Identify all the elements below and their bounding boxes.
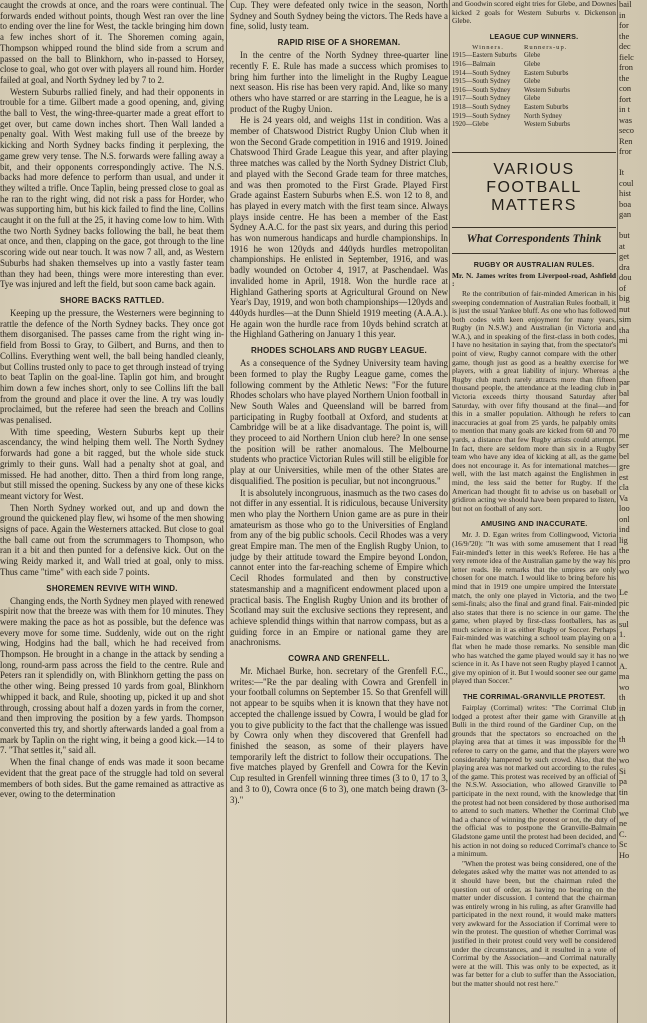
cut-line: at [619,241,626,251]
league-cup-table [452,44,616,130]
cut-line: onl [619,514,630,524]
table-row: 1916—South Sydney Western Suburbs [452,86,571,94]
paragraph: and Goodwin scored eight tries for Glebe, and Downes kicked 2 goals for Western Suburbs v. Dickenson Glebe. [452,0,616,26]
cut-line: Si [619,766,626,776]
cut-line: lig [619,535,628,545]
banner-subtitle: What Correspondents Think [452,227,616,245]
cut-line: was [619,115,633,125]
cut-line: Le [619,588,628,597]
cut-line: sul [619,619,629,629]
table-row: 1919—South Sydney North Sydney [452,112,562,120]
paragraph: With time speeding, Western Suburbs kept up their ascendancy, the wind helping them well. The North Sydney forwards had gone a bit ragged, but the whole side stuck grimly to their guns. Wall had a penalty shot at goal, and missed. He had another, ditto. Then a third from long range, but still missed the opening. Suckess by any one of these kicks meant victory for West. [0,426,224,501]
column-rule [449,0,450,1023]
cut-line: 1. [619,630,626,639]
paragraph: Fairplay (Corrimal) writes: "The Corrimal Club lodged a protest after their game with Granville at Bulli in the third round of the Gardiner Cup, on the grounds that the spectators so encroached on the playing area that at times it was impossible for the referee to carry on the game, and that the players were considerably hampered by such crowd. Also, that the playing area was not marked out according to the rules of the game. This protest was received by an official of the N.S.W. Association, who allowed Granville to participate in the next round, with the knowledge that the protest had not been considered by those authorised to attend to such matters. Whether the Corrimal Club had a chance of winning the protest or not, the duty of the official was to postpone the Granville-Balmain Gladstone game until the protest had been decided, and his action in not doing so reduced Corrimal's chance to a minimum. [452,703,616,859]
paragraph: In the centre of the North Sydney three-quarter line recently F. E. Rule has made a success which promises to bring him further into the limelight in the Rugby League next season. His rise has been very rapid. And, like so many others who have starred or are starring in the League, he is a product of the Rugby Union. [230,50,448,114]
cut-line: tha [619,325,630,335]
cut-line: in t [619,105,630,114]
cut-line: in [619,703,626,713]
cut-line: boa [619,199,632,209]
cut-line: wo [619,756,630,765]
cut-line: but [619,231,630,240]
cut-line: Sc [619,840,628,849]
cut-line: seco [619,126,634,135]
subheading: AMUSING AND INACCURATE. [480,519,588,529]
cut-line [619,221,647,232]
banner-title: VARIOUS FOOTBALL MATTERS [486,160,582,214]
cut-line: coul [619,178,634,188]
cut-line [619,347,647,358]
cut-line: fron [619,63,633,72]
column-3 [452,0,616,1023]
paragraph: As a consequence of the Sydney University team having been formed to play the Rugby League game, comes the following comment by the Athletic News: "For the future Rhodes scholars who have played Northern Union football in New South Wales and Queensland will be barred from participating in Rugby football at Oxford, and students at Cambridge will be at a like disadvantage. The point is, will they proceed to aid Northern Union club here? In one sense the position will be rather anomalous. The Melbourne students who practice Victorian Rules will still be eligible for play at our Universities, while men of the other States are disqualified. The position is peculiar, but not incongruous." [230,358,448,486]
cut-line: A. [619,661,628,671]
column-rule [226,0,227,1023]
cut-line: gan [619,210,632,219]
paragraph: Keeping up the pressure, the Westerners were beginning to rattle the defence of the North Sydney backs. They once got them disorganised. The passes came from the right wing in-field from Bossi to Gray, to Gilbert, and Burns, and then to Collins. Everything went well, the ball being handled cleanly, but Collins trusted only to pace to get through instead of trying to beat Taplin on the goal-line. Taplin got him, and brought him down a few inches short, only to see Collins lift the ball from the ground and place it over the line. A try was loudly proclaimed, but the referee had seen the breach and Collins was penalised. [0,307,224,426]
paragraph: Re the contribution of fair-minded American in his sweeping condemnation of Australian Rules football, it is just the usual Yankee bluff. As one who has followed both codes with keen enjoyment for many years, Rugby (in N.S.W.) and Australian (in Victoria and W.A.), and in speaking of the first-class in both codes, I have no hesitation in saying that, from the spectator's point of view, Rugby cannot compare with the other game, though just as good as a healthy exercise for players, with a great liability of injury. Whereas a Rugby club match rarely attracts more than fifteen thousand people, the attendance at the leading club in Victoria exceeds thirty thousand Saturday after Saturday, with over fifty thousand at the final—and this in a smaller population. Although he refers to inaccuracies at goal from 25 yards, he palpably omits to mention that many goals are kicked from 60 and 70 yards, a distance that few Rugby artists could attempt. In fact, there are seldom more than six in a Rugby team who have any idea of kicking at all, as the game does not encourage it. As for international matches—well, with the last match against the Englishmen in mind, the less said the better for Rugby. If the American had thought fit to advise us on baseball or gridiron acting we should have been prepared to listen, but not on football of any sort. [452,288,616,513]
cut-line: the [619,73,630,83]
cut-line: wo [619,567,630,576]
cut-line: we [619,357,629,366]
cut-line: ser [619,441,629,450]
subheading: SHORE BACKS RATTLED. [59,295,165,305]
table-row: 1916—Balmain Glebe [452,60,541,68]
cut-line: we [619,808,629,818]
paragraph: Western Suburbs rallied finely, and had their opponents in trouble for a time. Gilbert made a good opening, and, giving the ball to Vest, the wing-three-quarter made a great effort to get over, but came down inches short. Then Wall landed a penalty goal. With West making full use of the breeze by kicking and North Sydney backs finding it perplexing, the game grew very tense. The N.S. forwards were falling away a bit, and their opponents correspondingly active. The N.S. backs had more defence to perform than usual, and under it they wilted a trifle. Once Taplin, being pressed close to goal as he ran to the right wing, did not risk a pass for Horder, who was supporting him, but his kick failed to find the line, Collins caught it on the full at the 25, it having come low to him. With the two North Sydney backs following the ball, he beat them at once, and then, clapping on the gace, got through to the line scoring wide out near touch. It was now 7 all, and, as Western Suburbs had shaken themselves up into a vastly faster team than they had been, things were more interesting than ever. Tye was injured and left the field, but soon came back again. [0,86,224,290]
paragraph: Mr. J. D. Egan writes from Collingwood, Victoria (16/9/'20): "It was with some amusement that I read Fair-minded's letter in this week's Referee. He has a very remote idea of the Australian game by the way his letter reads. He remarks that the umpires are only chosen for one match. I would like to bring before his mind that in 1919 one umpire umpired the Interstate match, the only one played in Victoria, and the two semi-finals; also the final and grand final. Fair-minded also states that there is no science in our game. The game, when played by first-class footballers, has as much science in it as either Rugby or Soccer. Perhaps Fair-minded was watching a school team playing on a flat when he made those remarks. No sensible man who has watched the game played would say it has no science in it. As I have not seen Rugby played I cannot give my opinion of it. But I would sooner see our game played than Soccer." [452,530,616,686]
column-2 [230,0,448,1023]
cut-line: par [619,378,630,387]
cut-line: dou [619,273,632,282]
cut-line: est [619,472,629,482]
cut-line: dra [619,262,630,272]
cut-line [619,578,647,589]
subheading: LEAGUE CUP WINNERS. [489,31,579,41]
cut-line: Va [619,493,628,503]
table-row: 1917—South Sydney Glebe [452,95,541,103]
cut-line [619,420,647,431]
table-row: 1915—Eastern Suburbs Glebe [452,52,541,60]
cut-line: hist [619,189,632,198]
table-row: 1918—South Sydney Eastern Suburbs [452,103,569,111]
cut-line: ne [619,819,627,828]
paragraph: Cup. They were defeated only twice in the season, North Sydney and South Sydney being the victors. The Reds have a fine, solid, lusty team. [230,0,448,32]
cut-line: bal [619,388,630,398]
paragraph: Then North Sydney worked out, and up and down the ground the quickened play flew, wi hsome of the men showing signs of pace. Again the Westerners attacked. But close to goal the ball came out from the scrummagers to Thompson, who ran it a bit and then punted for a defensive kick. Out on the wing Reidy marked it, and Wall tried at goal, only to miss. Thus came "time" with each side 7 points. [0,502,224,577]
cut-line: fror [619,147,632,156]
paragraph: "When the protest was being considered, one of the delegates asked why the matter was not attended to as it should have been, but the chairman ruled the question out of order, as having no bearing on the matter under discussion. I contend that the chairman was entirely wrong in his ruling, as after Granville had participated in the next round, it would make matters very awkward for the Association if Corrimal were to win the protest. The question of whether Corrimal was justified in their protest could very well be considered under the circumstances, and it resulted in a vote of Corrimal by the Association—and Corrimal naturally were at the will. This was only to be expected, as it was far better for a club to suffer than the Association, but the matter should not rest here." [452,858,616,989]
subheading: SHOREMEN REVIVE WITH WIND. [46,583,178,593]
cut-line: wo [619,682,630,692]
cut-line: get [619,252,630,261]
cut-line: the [619,546,630,555]
cut-line: th [619,735,626,744]
cut-line: sim [619,315,632,324]
cut-line: we [619,651,629,660]
subheading: THE CORRIMAL-GRANVILLE PROTEST. [462,692,606,702]
cut-line: bail [619,0,632,9]
column-1 [0,0,224,1023]
subheading: COWRA AND GRENFELL. [288,654,390,664]
cut-line: wo [619,745,630,755]
cut-line: can [619,409,631,419]
cut-line: nut [619,304,630,314]
subheading: RUGBY OR AUSTRALIAN RULES. [473,259,595,269]
cut-line: C. [619,829,627,839]
cut-line [619,158,647,169]
paragraph: Mr. N. James writes from Liverpool-road, Ashfield : [452,270,616,289]
table-row: 1914—South Sydney Eastern Suburbs [452,69,569,77]
table-header: Winners. Runners-up. [472,43,568,51]
cut-line: big [619,294,630,303]
cut-line: loo [619,504,630,513]
cut-line: gre [619,462,630,471]
cut-line: ma [619,798,630,807]
cut-line: th [619,693,626,702]
cut-line: cla [619,483,629,492]
cut-line: dic [619,640,630,650]
cut-line: fort [619,94,632,104]
cut-line: in [619,10,626,20]
table-row: 1920—Glebe Western Suburbs [452,121,571,129]
cut-line: the [619,609,630,618]
paragraph: He is 24 years old, and weighs 11st in condition. Was a member of Chatswood District Rugby Union Club when it won the Second Grade competition in 1916 and 1919. Joined Chatswood Third Grade League this year, and after playing three matches was called by the North Sydney District Club, and played with the Second Grade team for three matches, and was then promoted to the First Grade. Played First Grade against Eastern Suburbs when E.S. won 12 to 8, and has played in every match with the first team since. Always plays inside centre. He has been a member of the East Sydney A.A.C. for the past six years, and during this period has won numerous handicaps and hurdle championships. In 1916 he won 120yds and 440yds hurdles metropolitan championships. He enlisted in September, 1916, and was badly wounded on October 4, 1917, at Paschendael. Was invalided home in April, 1918. Won the hurdle race at Highland Gathering sports at Agricultural Ground on New Year's Day, 1919, and won both championships—120yds and 440yds hurdles—at the Dunn Shield 1919 meeting (A.A.A.). He again won the hurdle race from 10yds behind scratch at the Highland Gathering on January 1 this year. [230,115,448,340]
cut-line: the [619,31,630,41]
cut-line: ma [619,672,630,681]
cut-line: the [619,367,630,377]
cut-line: th [619,714,626,723]
cut-line: pa [619,777,627,786]
cut-line [619,725,647,736]
cut-line: mi [619,336,628,345]
cut-line: pro [619,556,631,566]
paragraph: Changing ends, the North Sydney men played with renewed spirit now that the breeze was with them for 10 minutes. They were making the pace as hot as possible, but the defence was every move for some time. Suddenly, wide out on the right wing, Hodgins had the ball, which he had received from Thompson. He brought in a change in the attack by sending a long, round-arm pass across the field to the centre. Rule and Peters ran it splendidly on, with Blinkhorn getting the pass on the other wing. Being pressed 10 yards from goal, Blinkhorn whipped it back, and Rule, shooting up, picked it up and shot through, crossing about half a dozen yards in from the corner, and then improving the position by a few yards. Thompson converted this try, and shortly afterwards landed a goal from a mark by Taplin on the right wing, it being a good kick.—14 to 7. "That settles it," said all. [0,595,224,756]
cut-line: for [619,399,629,408]
paragraph: It is absolutely incongruous, inasmuch as the two cases do not differ in any essential. It is ridiculous, because University men who play the Northern Union game are as pure in their amateurism as those who go to the Universities of England from any of the big public schools. Cecil Rhodes was a very great Empire man. The men of the English Rugby Union, to judge by their attitude toward the Empire beyond London, cannot enter into the far-reaching scheme of Empire which Cecil Rhodes formulated and then by constructive statesmanship and a magnificent endowment placed upon a practical basis. The English Rugby Union and its brother of Scotland may suit the exclusive sections they represent, and achieve splendid things within that narrow compass, but as a guiding force in an Empire or national game they are anachronisms. [230,487,448,648]
cut-line: Ren [619,136,633,146]
paragraph: caught the crowds at once, and the roars were continual. The forwards ended without points, though West ran over the line to ending over the line for West, the tackle bringing him down a few inches short of it. The Shoremen coming again, Thompson whipped round the blind side from a scrum and passed on the ball to Blinkhorn, who in-passed to Horsey, close to goal, who got over with players all round him. Horder failed at goal, and North Sydney led by 7 to 2. [0,0,224,85]
cut-line: pic [619,598,630,608]
subheading: RAPID RISE OF A SHOREMAN. [277,38,401,48]
cut-line: me [619,430,630,440]
cut-line: It [619,168,625,177]
cut-off-column [619,0,647,1023]
cut-line: tin [619,787,628,797]
column-rule [617,0,618,1023]
cut-line: for [619,21,629,30]
section-banner [452,152,616,254]
paragraph: Mr. Michael Burke, hon. secretary of the Grenfell F.C., writes:—"Re the par dealing with Cowra and Grenfell in your football columns on September 15. So that Grenfell will not appear to be squibs when it is known that they have not accepted the challenge issued by Cowra, I would be glad for you to give publicity to the fact that the challenge was issued by Cowra only when they discovered that Grenfell had finished the season, as some of their players have temporarily left the district to follow their occupations. The five matches played by Grenfell and Cowra for the Kevin Cup resulted in Grenfell winning three times (3 to 0, 17 to 3, and 3 to 0), Cowra once (6 to 3), one match being drawn (3-3)." [230,666,448,805]
cut-line: dec [619,42,631,51]
table-row: 1915—South Sydney Glebe [452,78,541,86]
cut-line: ind [619,525,630,534]
subheading: RHODES SCHOLARS AND RUGBY LEAGUE. [251,346,427,356]
cut-line: of [619,283,626,293]
cut-line: bel [619,451,630,461]
cut-line: con [619,84,632,93]
cut-line: fielc [619,52,634,62]
paragraph: When the final change of ends was made it soon became evident that the great pace of the struggle had told on several members of both sides. But the game remained as attractive as ever, owing to the determination [0,757,224,800]
cut-line: Ho [619,850,630,860]
